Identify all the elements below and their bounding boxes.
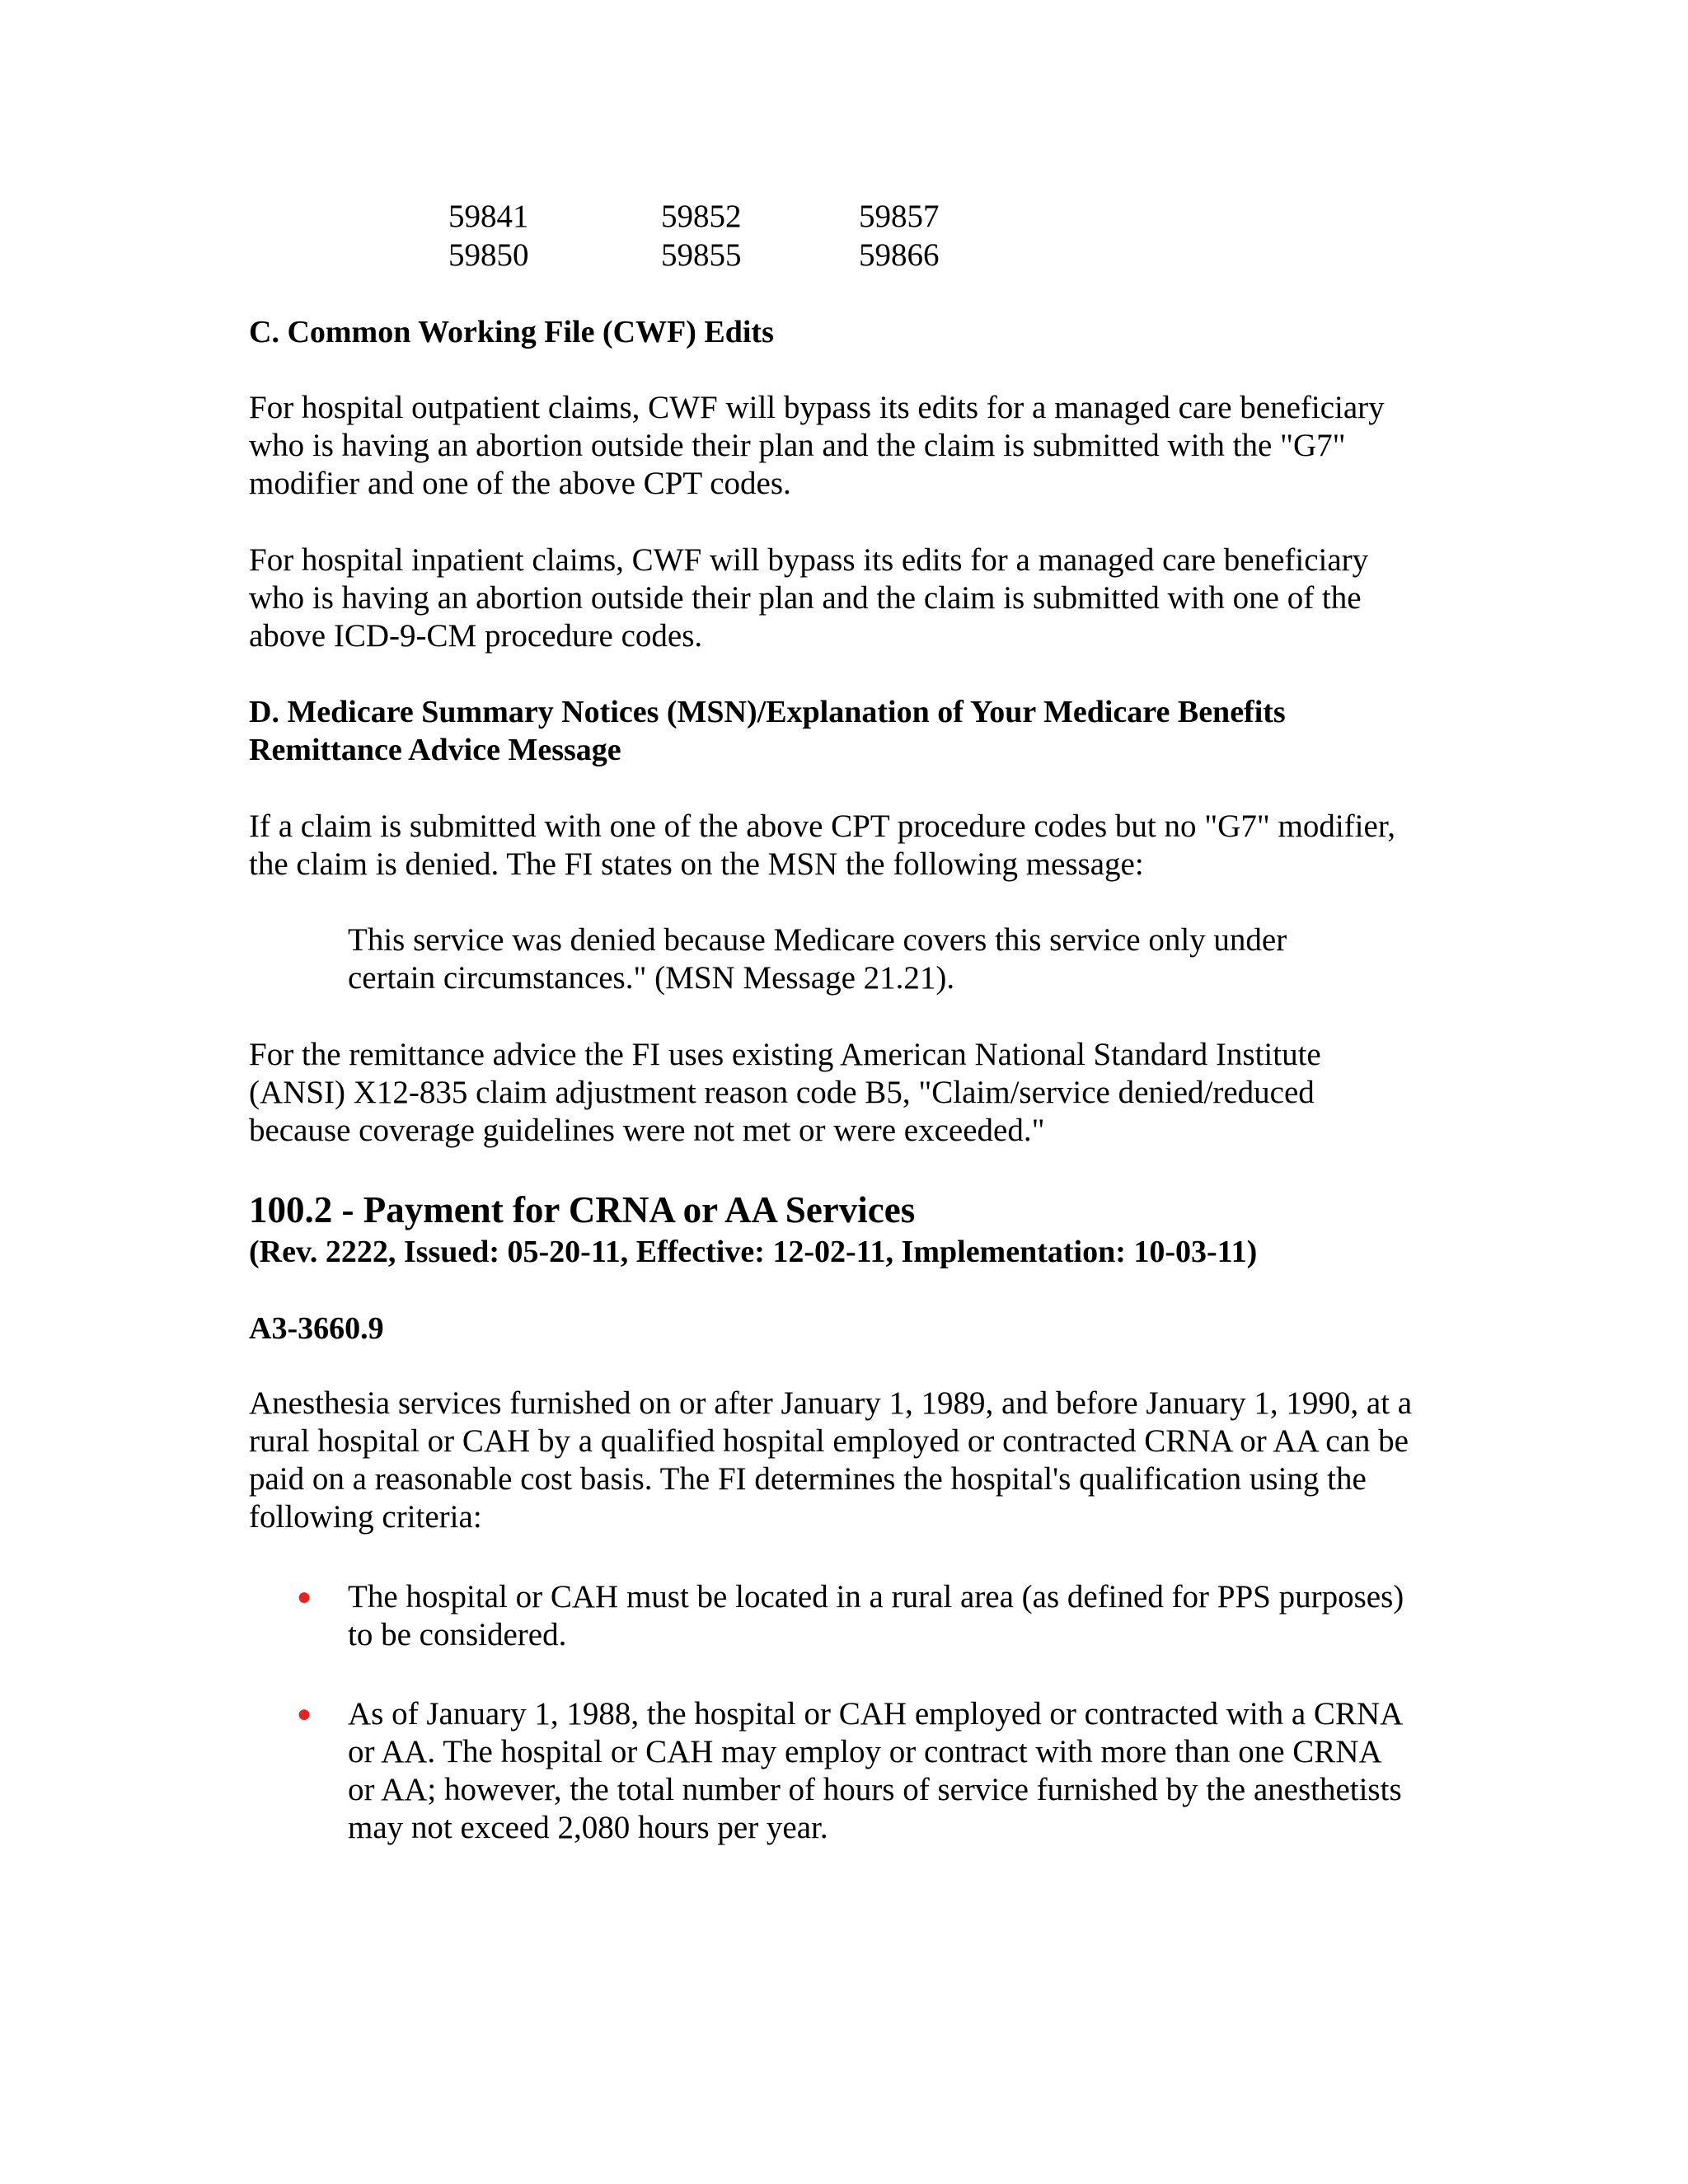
text-line: Anesthesia services furnished on or after January 1, 1989, and before January 1, 1990, at a: [249, 1385, 1413, 1421]
text-line: or AA; however, the total number of hours of service furnished by the anesthetists: [348, 1772, 1402, 1807]
code-cell: 59850: [448, 237, 529, 273]
code-cell: 59866: [859, 237, 940, 273]
code-cell: 59855: [661, 237, 742, 273]
list-item-text: [348, 1695, 1403, 1847]
code-cell: 59852: [661, 199, 742, 234]
text-line: For hospital inpatient claims, CWF will bypass its edits for a managed care beneficiary: [249, 542, 1369, 578]
text-line: above ICD-9-CM procedure codes.: [249, 618, 703, 654]
list-item-text: [348, 1578, 1404, 1654]
text-line: because coverage guidelines were not met or were exceeded.": [249, 1113, 1045, 1148]
section-d-paragraph-2: [249, 1036, 1321, 1150]
section-100-2-paragraph: [249, 1385, 1412, 1536]
text-line: For the remittance advice the FI uses existing American National Standard Institute: [249, 1037, 1321, 1072]
text-line: For hospital outpatient claims, CWF will bypass its edits for a managed care beneficiary: [249, 390, 1385, 425]
text-line: the claim is denied. The FI states on the MSN the following message:: [249, 846, 1144, 882]
reference-code: A3-3660.9: [249, 1311, 384, 1346]
section-d-paragraph-1: [249, 808, 1395, 883]
text-line: As of January 1, 1988, the hospital or CAH employed or contracted with a CRNA: [348, 1696, 1404, 1732]
text-line: The hospital or CAH must be located in a rural area (as defined for PPS purposes): [348, 1579, 1404, 1615]
section-100-2-title: 100.2 - Payment for CRNA or AA Services: [249, 1189, 916, 1230]
heading-line: Remittance Advice Message: [249, 733, 621, 767]
revision-line: (Rev. 2222, Issued: 05-20-11, Effective: 12-02-11, Implementation: 10-03-11): [249, 1235, 1258, 1269]
heading-line: D. Medicare Summary Notices (MSN)/Explanation of Your Medicare Benefits: [249, 695, 1286, 729]
bullet-dot-icon: ●: [297, 1700, 312, 1727]
text-line: who is having an abortion outside their plan and the claim is submitted with the "G7": [249, 428, 1346, 463]
text-line: following criteria:: [249, 1499, 482, 1535]
section-c-heading: C. Common Working File (CWF) Edits: [249, 315, 774, 349]
section-c-paragraph-2: [249, 541, 1368, 655]
code-cell: 59857: [859, 199, 940, 234]
text-line: (ANSI) X12-835 claim adjustment reason code B5, "Claim/service denied/reduced: [249, 1075, 1315, 1110]
text-line: rural hospital or CAH by a qualified hospital employed or contracted CRNA or AA can be: [249, 1423, 1409, 1459]
text-line: or AA. The hospital or CAH may employ or contract with more than one CRNA: [348, 1734, 1382, 1769]
bullet-dot-icon: ●: [297, 1583, 312, 1610]
text-line: who is having an abortion outside their plan and the claim is submitted with one of the: [249, 580, 1362, 616]
msn-message-quote: [348, 921, 1287, 997]
code-cell: 59841: [448, 199, 529, 234]
text-line: If a claim is submitted with one of the above CPT procedure codes but no "G7" modifier,: [249, 808, 1395, 844]
text-line: modifier and one of the above CPT codes.: [249, 466, 791, 501]
section-c-paragraph-1: [249, 389, 1385, 503]
text-line: paid on a reasonable cost basis. The FI determines the hospital's qualification using the: [249, 1461, 1367, 1497]
text-line: to be considered.: [348, 1617, 567, 1652]
section-d-heading: [249, 693, 1286, 769]
text-line: This service was denied because Medicare covers this service only under: [348, 922, 1287, 958]
text-line: may not exceed 2,080 hours per year.: [348, 1810, 828, 1845]
text-line: certain circumstances." (MSN Message 21.21).: [348, 960, 955, 996]
